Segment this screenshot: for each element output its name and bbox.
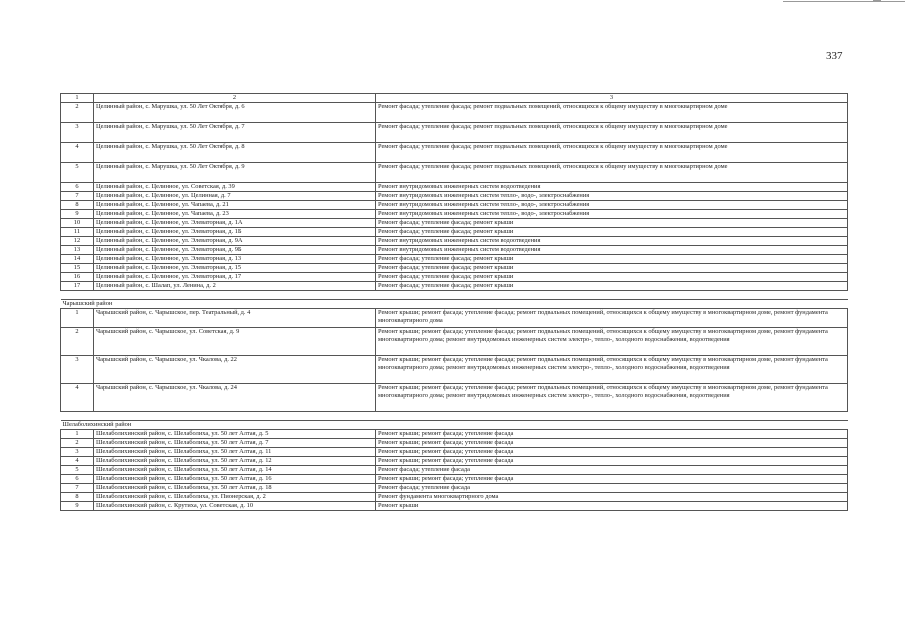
table-row — [61, 502, 848, 511]
address-cell: Целинный район, с. Марушка, ул. 50 Лет Октября, д. 8 — [94, 143, 376, 163]
table-row — [61, 183, 848, 192]
row-number-cell: 1 — [61, 430, 94, 439]
address-cell: Чарышский район, с. Чарышское, ул. Чкалова, д. 22 — [94, 356, 376, 384]
row-number-cell: 8 — [61, 493, 94, 502]
table-row — [61, 466, 848, 475]
work-type-cell: Ремонт внутридомовых инженерных систем тепло-, водо-, электроснабжения — [376, 210, 848, 219]
address-cell: Чарышский район, с. Чарышское, ул. Советская, д. 9 — [94, 328, 376, 356]
row-number-cell: 9 — [61, 210, 94, 219]
address-cell: Целинный район, с. Шалап, ул. Ленина, д. 2 — [94, 282, 376, 291]
work-type-cell: Ремонт внутридомовых инженерных систем водоотведения — [376, 237, 848, 246]
row-number-cell: 6 — [61, 475, 94, 484]
address-cell: Целинный район, с. Целинное, ул. Элеваторная, д. 1Б — [94, 228, 376, 237]
table-body — [61, 94, 848, 511]
scan-edge-mark — [873, 0, 881, 7]
work-type-cell: Ремонт фасада; утепление фасада; ремонт подвальных помещений, относящихся к общему имуществу в многоквартирном доме — [376, 143, 848, 163]
table-row — [61, 201, 848, 210]
row-number-cell: 3 — [61, 448, 94, 457]
work-type-cell: Ремонт крыши; ремонт фасада; утепление фасада; ремонт подвальных помещений, относящихся к общему имуществу в многоквартирном доме, ремонт фундамента многоквартирного дома; ремонт внутридомовых инженерных систем электро-, тепло-, холодного водоснабжения, водоотведения — [376, 384, 848, 412]
address-cell: Шелаболихинский район, с. Шелаболиха, ул. 50 лет Алтая, д. 5 — [94, 430, 376, 439]
table-header-row — [61, 94, 848, 103]
row-number-cell: 3 — [61, 123, 94, 143]
row-number-cell: 3 — [61, 356, 94, 384]
row-number-cell: 7 — [61, 192, 94, 201]
work-type-cell: Ремонт внутридомовых инженерных систем тепло-, водо-, электроснабжения — [376, 192, 848, 201]
repair-list-table — [60, 93, 848, 511]
row-number-cell: 2 — [61, 103, 94, 123]
work-type-cell: Ремонт крыши; ремонт фасада; утепление фасада — [376, 439, 848, 448]
work-type-cell: Ремонт фасада; утепление фасада — [376, 466, 848, 475]
table-row — [61, 356, 848, 384]
work-type-cell: Ремонт фасада; утепление фасада; ремонт подвальных помещений, относящихся к общему имуществу в многоквартирном доме — [376, 163, 848, 183]
table-row — [61, 475, 848, 484]
spacer-cell — [61, 412, 848, 421]
row-number-cell: 6 — [61, 183, 94, 192]
section-row — [61, 421, 848, 430]
work-type-cell: Ремонт фасада; утепление фасада — [376, 484, 848, 493]
table-row — [61, 143, 848, 163]
table-row — [61, 237, 848, 246]
work-type-cell: Ремонт крыши; ремонт фасада; утепление фасада — [376, 457, 848, 466]
address-cell: Шелаболихинский район, с. Шелаболиха, ул. 50 лет Алтая, д. 18 — [94, 484, 376, 493]
table-row — [61, 484, 848, 493]
table-row — [61, 457, 848, 466]
address-cell: Целинный район, с. Целинное, ул. Советская, д. 39 — [94, 183, 376, 192]
spacer-row — [61, 291, 848, 300]
work-type-cell: Ремонт крыши — [376, 502, 848, 511]
address-cell: Целинный район, с. Марушка, ул. 50 Лет Октября, д. 6 — [94, 103, 376, 123]
work-type-cell: Ремонт крыши; ремонт фасада; утепление фасада; ремонт подвальных помещений, относящихся к общему имуществу в многоквартирном доме, ремонт фундамента многоквартирного дома — [376, 309, 848, 328]
table-row — [61, 430, 848, 439]
address-cell: Шелаболихинский район, с. Шелаболиха, ул. Пионерская, д. 2 — [94, 493, 376, 502]
table-row — [61, 163, 848, 183]
address-cell: Целинный район, с. Целинное, ул. Элеваторная, д. 17 — [94, 273, 376, 282]
table-row — [61, 103, 848, 123]
table-row — [61, 328, 848, 356]
table-row — [61, 192, 848, 201]
table-row — [61, 282, 848, 291]
table-row — [61, 246, 848, 255]
row-number-cell: 12 — [61, 237, 94, 246]
header-col-3: 3 — [376, 94, 848, 103]
table-row — [61, 273, 848, 282]
work-type-cell: Ремонт внутридомовых инженерных систем тепло-, водо-, электроснабжения — [376, 201, 848, 210]
row-number-cell: 1 — [61, 309, 94, 328]
scan-edge-line — [783, 1, 905, 2]
row-number-cell: 4 — [61, 457, 94, 466]
address-cell: Целинный район, с. Целинное, ул. Чапаева, д. 23 — [94, 210, 376, 219]
address-cell: Целинный район, с. Целинное, ул. Целинная, д. 7 — [94, 192, 376, 201]
row-number-cell: 2 — [61, 439, 94, 448]
address-cell: Шелаболихинский район, с. Шелаболиха, ул. 50 лет Алтая, д. 16 — [94, 475, 376, 484]
work-type-cell: Ремонт крыши; ремонт фасада; утепление фасада — [376, 430, 848, 439]
work-type-cell: Ремонт внутридомовых инженерных систем водоотведения — [376, 183, 848, 192]
work-type-cell: Ремонт фасада; утепление фасада; ремонт крыши — [376, 219, 848, 228]
address-cell: Чарышский район, с. Чарышское, ул. Чкалова, д. 24 — [94, 384, 376, 412]
address-cell: Шелаболихинский район, с. Шелаболиха, ул. 50 лет Алтая, д. 14 — [94, 466, 376, 475]
work-type-cell: Ремонт фасада; утепление фасада; ремонт крыши — [376, 228, 848, 237]
table-row — [61, 219, 848, 228]
table-row — [61, 309, 848, 328]
address-cell: Чарышский район, с. Чарышское, пер. Театральный, д. 4 — [94, 309, 376, 328]
work-type-cell: Ремонт фасада; утепление фасада; ремонт крыши — [376, 282, 848, 291]
spacer-row — [61, 412, 848, 421]
work-type-cell: Ремонт фасада; утепление фасада; ремонт крыши — [376, 255, 848, 264]
header-col-1: 1 — [61, 94, 94, 103]
work-type-cell: Ремонт крыши; ремонт фасада; утепление фасада — [376, 448, 848, 457]
row-number-cell: 2 — [61, 328, 94, 356]
row-number-cell: 4 — [61, 384, 94, 412]
work-type-cell: Ремонт крыши; ремонт фасада; утепление фасада — [376, 475, 848, 484]
address-cell: Шелаболихинский район, с. Крутиха, ул. Советская, д. 10 — [94, 502, 376, 511]
row-number-cell: 5 — [61, 466, 94, 475]
address-cell: Целинный район, с. Марушка, ул. 50 Лет Октября, д. 7 — [94, 123, 376, 143]
table-row — [61, 123, 848, 143]
work-type-cell: Ремонт фундамента многоквартирного дома — [376, 493, 848, 502]
row-number-cell: 14 — [61, 255, 94, 264]
row-number-cell: 9 — [61, 502, 94, 511]
address-cell: Шелаболихинский район, с. Шелаболиха, ул. 50 лет Алтая, д. 11 — [94, 448, 376, 457]
header-col-2: 2 — [94, 94, 376, 103]
address-cell: Целинный район, с. Целинное, ул. Чапаева, д. 21 — [94, 201, 376, 210]
address-cell: Целинный район, с. Целинное, ул. Элеваторная, д. 13 — [94, 255, 376, 264]
table-row — [61, 228, 848, 237]
spacer-cell — [61, 291, 848, 300]
work-type-cell: Ремонт крыши; ремонт фасада; утепление фасада; ремонт подвальных помещений, относящихся к общему имуществу в многоквартирном доме, ремонт фундамента многоквартирного дома; ремонт внутридомовых инженерных систем электро-, тепло-, холодного водоснабжения, водоотведения — [376, 328, 848, 356]
row-number-cell: 16 — [61, 273, 94, 282]
row-number-cell: 5 — [61, 163, 94, 183]
row-number-cell: 17 — [61, 282, 94, 291]
table-row — [61, 255, 848, 264]
page-number: 337 — [826, 50, 843, 62]
table-row — [61, 264, 848, 273]
table-row — [61, 384, 848, 412]
table-row — [61, 439, 848, 448]
section-title-shelabolikha: Шелаболихинский район — [61, 421, 848, 430]
work-type-cell: Ремонт фасада; утепление фасада; ремонт подвальных помещений, относящихся к общему имуществу в многоквартирном доме — [376, 123, 848, 143]
work-type-cell: Ремонт фасада; утепление фасада; ремонт крыши — [376, 264, 848, 273]
address-cell: Целинный район, с. Целинное, ул. Элеваторная, д. 1А — [94, 219, 376, 228]
work-type-cell: Ремонт внутридомовых инженерных систем водоотведения — [376, 246, 848, 255]
table-row — [61, 210, 848, 219]
table-row — [61, 493, 848, 502]
section-row — [61, 300, 848, 309]
section-title-charysh: Чарышский район — [61, 300, 848, 309]
row-number-cell: 10 — [61, 219, 94, 228]
row-number-cell: 8 — [61, 201, 94, 210]
work-type-cell: Ремонт фасада; утепление фасада; ремонт подвальных помещений, относящихся к общему имуществу в многоквартирном доме — [376, 103, 848, 123]
work-type-cell: Ремонт крыши; ремонт фасада; утепление фасада; ремонт подвальных помещений, относящихся к общему имуществу в многоквартирном доме, ремонт фундамента многоквартирного дома; ремонт внутридомовых инженерных систем электро-, тепло-, холодного водоснабжения, водоотведения — [376, 356, 848, 384]
address-cell: Целинный район, с. Марушка, ул. 50 Лет Октября, д. 9 — [94, 163, 376, 183]
row-number-cell: 7 — [61, 484, 94, 493]
address-cell: Шелаболихинский район, с. Шелаболиха, ул. 50 лет Алтая, д. 12 — [94, 457, 376, 466]
work-type-cell: Ремонт фасада; утепление фасада; ремонт крыши — [376, 273, 848, 282]
row-number-cell: 4 — [61, 143, 94, 163]
address-cell: Целинный район, с. Целинное, ул. Элеваторная, д. 15 — [94, 264, 376, 273]
table-row — [61, 448, 848, 457]
address-cell: Шелаболихинский район, с. Шелаболиха, ул. 50 лет Алтая, д. 7 — [94, 439, 376, 448]
row-number-cell: 13 — [61, 246, 94, 255]
row-number-cell: 11 — [61, 228, 94, 237]
address-cell: Целинный район, с. Целинное, ул. Элеваторная, д. 9Б — [94, 246, 376, 255]
row-number-cell: 15 — [61, 264, 94, 273]
address-cell: Целинный район, с. Целинное, ул. Элеваторная, д. 9А — [94, 237, 376, 246]
